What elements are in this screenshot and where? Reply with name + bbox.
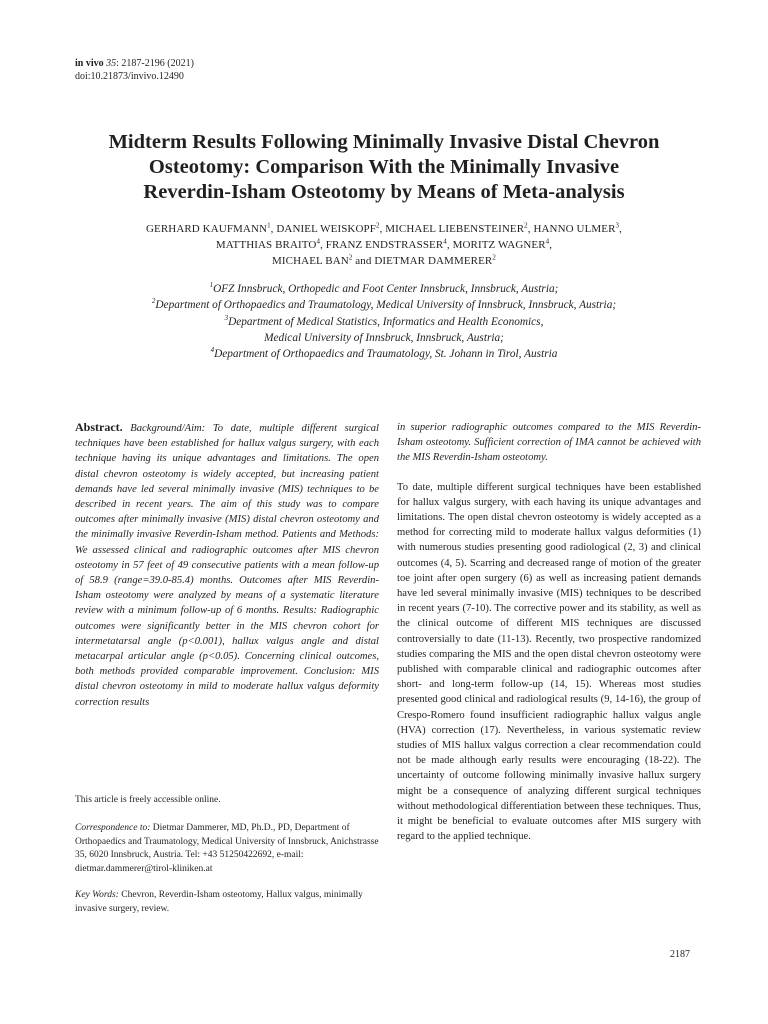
author-affil-mark: 4 [443,237,447,246]
title-line: Midterm Results Following Minimally Invasive Distal Chevron [108,131,660,153]
author-name: MICHAEL BAN [272,255,349,267]
journal-volume: 35 [106,58,117,69]
keywords-text: Chevron, Reverdin-Isham osteotomy, Hallux valgus, minimally invasive surgery, review. [75,890,363,914]
correspondence-text: Dietmar Dammerer, MD, Ph.D., PD, Department of Orthopaedics and Traumatology, Medical University of Innsbruck, Anichstrasse 35, 6020 Innsbruck, Austria. Tel: +43 51250422692, e-mail: dietmar.dammerer@tirol-kliniken.at [75,823,379,874]
abstract-text: Background/Aim: To date, multiple different surgical techniques have been established for hallux valgus surgery, with each technique having its unique advantages and limitations. The open distal chevron osteotomy is widely accepted, but increasing patient demands have led several minimally invasive (MIS) techniques to be described in recent years. The aim of this study was to compare outcomes after minimally invasive (MIS) distal chevron osteotomy and the minimally invasive Reverdin-Isham method. Patients and Methods: We assessed clinical and radiographic outcomes after MIS chevron osteotomy in 57 feet of 49 consecutive patients with a mean follow-up of 58.9 (range=39.0-85.4) months. Outcomes after MIS Reverdin-Isham osteotomy were analyzed by means of a systematic literature review with a minimum follow-up of 6 months. Results: Radiographic outcomes were significantly better in the MIS chevron cohort for intermetatarsal angle (p<0.001), hallux valgus angle and distal metacarpal articular angle (p<0.05). Concerning clinical outcomes, both methods provided comparable improvement. Conclusion: MIS distal chevron osteotomy in mild to moderate hallux valgus deformity correction results [75,423,379,708]
author-separator: , [619,223,623,235]
author-affil-mark: 2 [524,221,528,230]
author-name: MATTHIAS BRAITO [215,239,317,251]
affil-text: Department of Orthopaedics and Traumatology, St. Johann in Tirol, Austria [214,348,558,361]
author-line [60,221,708,237]
author-separator: , [549,239,553,251]
keywords [75,889,379,916]
author-affil-mark: 2 [375,221,380,230]
author-name: , DANIEL WEISKOPF [270,223,376,235]
author-name: , MORITZ WAGNER [446,239,546,251]
affiliation-3-cont: Medical University of Innsbruck, Innsbruck, Austria; [264,331,504,344]
abstract-heading: Abstract. [75,420,123,434]
author-name: , MICHAEL LIEBENSTEINER [379,223,525,235]
author-line [60,253,708,269]
title-line: Osteotomy: Comparison With the Minimally Invasive [148,156,620,178]
page-number: 2187 [670,949,690,960]
abstract-continuation: in superior radiographic outcomes compared to the MIS Reverdin-Isham osteotomy. Sufficient correction of IMA cannot be achieved with the MIS Reverdin-Isham osteotomy. [397,422,701,464]
correspondence-label: Correspondence to: [75,823,151,833]
author-affil-mark: 1 [267,221,271,230]
author-list [60,221,708,269]
affiliation-4 [40,346,728,362]
open-access-note: This article is freely accessible online. [75,795,221,805]
affiliation-1 [40,281,728,297]
affil-text: Department of Medical Statistics, Informatics and Health Economics, [228,315,544,328]
abstract [75,420,379,710]
affil-text: Department of Orthopaedics and Traumatology, Medical University of Innsbruck, Innsbruck, Austria; [155,299,617,312]
author-affil-mark: 4 [316,237,321,246]
affil-number: 2 [151,297,156,306]
correspondence [75,822,379,876]
right-column [397,420,701,844]
author-name: GERHARD KAUFMANN [145,223,268,235]
affil-number: 3 [224,313,229,322]
affiliations [40,281,728,362]
left-column [75,420,379,710]
journal-pages-year: : 2187-2196 (2021) [116,58,194,69]
keywords-label: Key Words: [75,890,119,900]
affiliation-2 [40,297,728,313]
journal-citation [75,57,194,70]
author-line [60,237,708,253]
affiliation-3 [40,314,728,330]
paper-title [40,130,728,205]
author-and: and [352,255,375,267]
author-affil-mark: 2 [492,253,496,262]
journal-name: in vivo [75,58,104,69]
introduction-paragraph: To date, multiple different surgical techniques have been established for hallux valgus surgery, with each having its unique advantages and limitations. The open distal chevron osteotomy is widely accepted as a method for correcting mild to moderate hallux valgus deformities (1) with numerous studies presenting good radiological (2, 3) and clinical outcomes (4, 5). Scarring and decreased range of motion of the greater toe joint after open surgery (6) as well as increasing patient demands have led several minimally invasive (MIS) techniques to be described in recent years (7-10). The corrective power and its stability, as well as the clinical outcome of different MIS techniques are discussed controversially to date (11-13). Recently, two prospective randomized studies comparing the MIS and the open distal chevron osteotomy were published with comparable clinical and radiographic outcomes after short- and long-term follow-up (14, 15). Whereas most studies presented good clinical and radiological results (9, 14-16), the group of Crespo-Romero found insufficient radiographic hallux valgus angle (HVA) correction (17). Nevertheless, in various systematic review studies of MIS hallux valgus correction a clear recommendation could not be made although early results were encouraging (18-22). The uncertainty of outcome following minimally invasive hallux surgery might be a consequence of analyzing different surgical techniques without methodological differentiation between these techniques. Thus, it might be beneficial to evaluate outcomes after MIS surgery with regard to the applied technique. [397,481,701,843]
title-line: Reverdin-Isham Osteotomy by Means of Meta-analysis [143,181,625,203]
author-affil-mark: 3 [615,221,620,230]
affil-text: OFZ Innsbruck, Orthopedic and Foot Center Innsbruck, Innsbruck, Austria; [213,283,559,295]
doi: doi:10.21873/invivo.12490 [75,71,184,82]
author-name: DIETMAR DAMMERER [374,255,493,267]
journal-header [75,57,194,83]
affil-number: 4 [210,346,215,355]
author-name: , HANNO ULMER [527,223,616,235]
author-affil-mark: 2 [348,253,353,262]
author-affil-mark: 4 [545,237,550,246]
author-name: , FRANZ ENDSTRASSER [320,239,444,251]
affil-number: 1 [209,281,214,290]
